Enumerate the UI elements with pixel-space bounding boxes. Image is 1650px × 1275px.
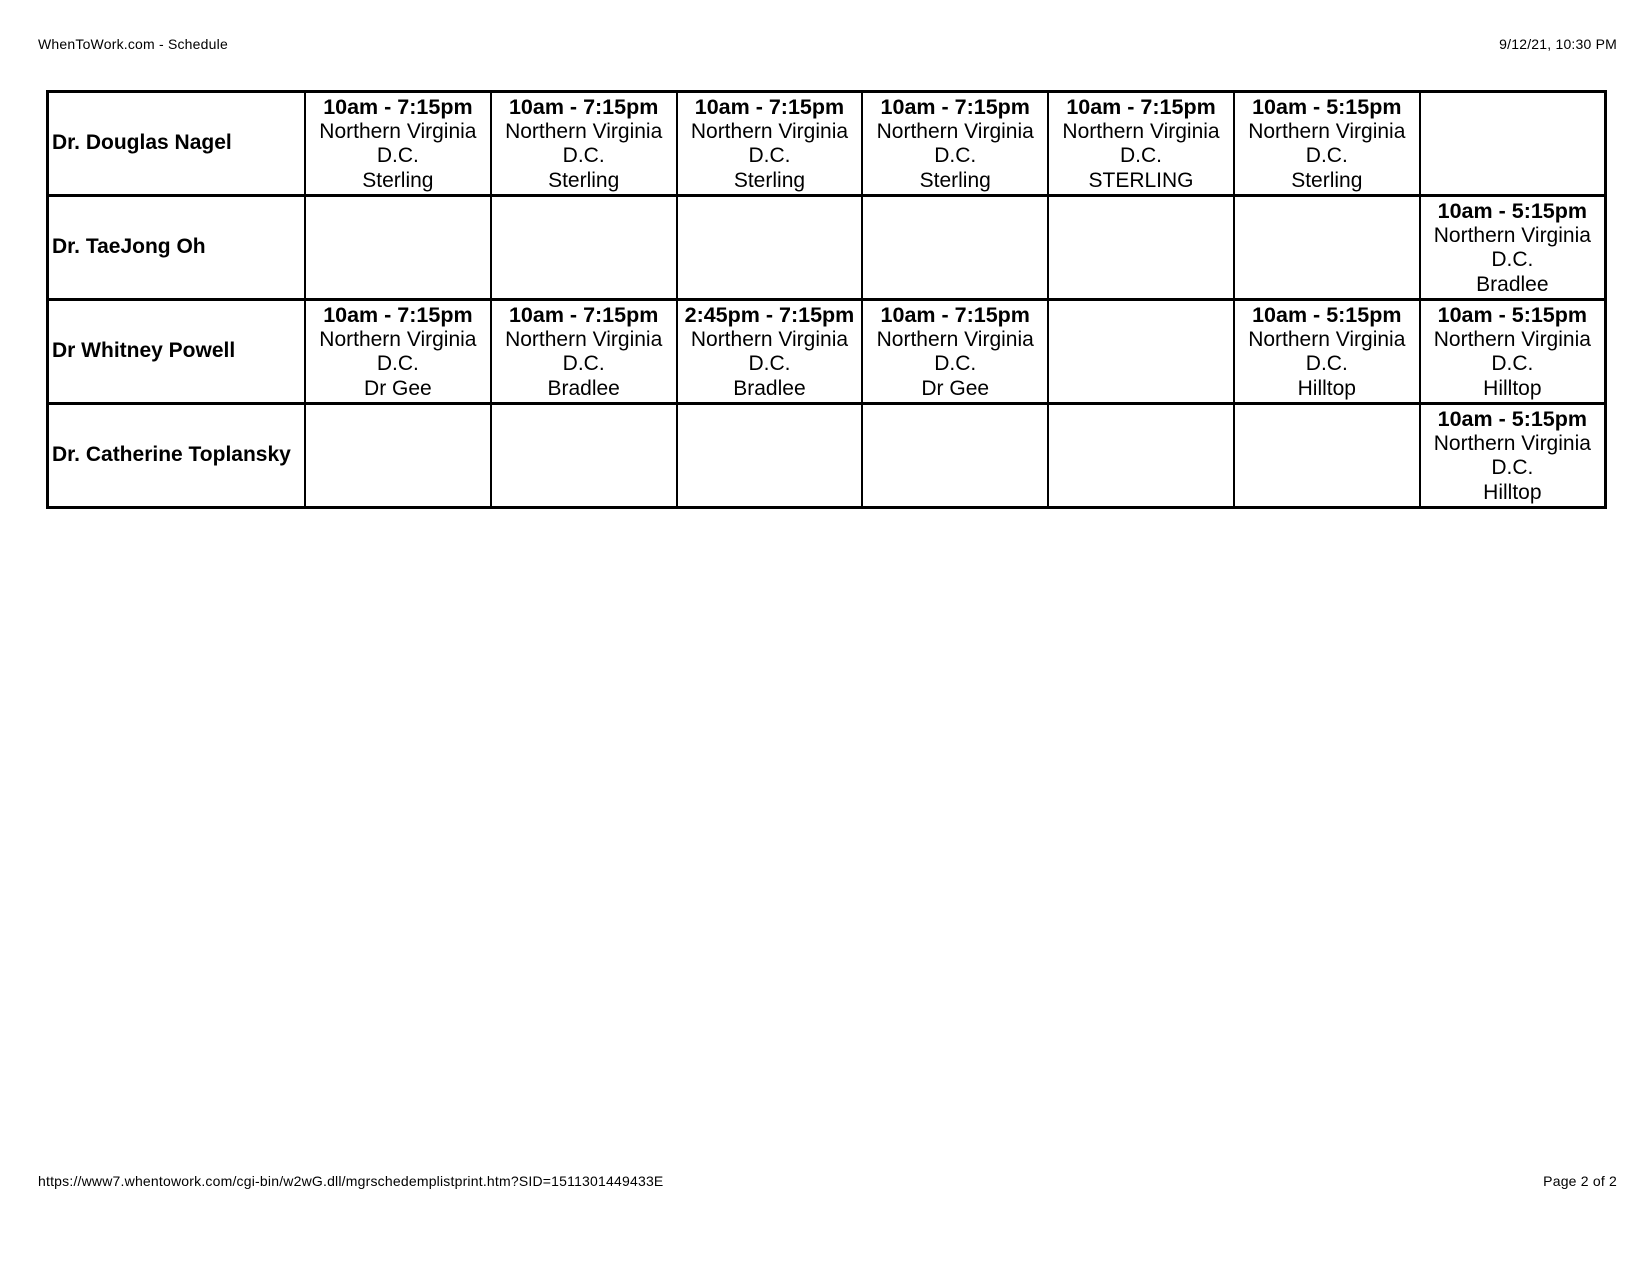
shift-cell — [1420, 404, 1606, 508]
shift-location: Bradlee — [547, 376, 620, 400]
shift-cell — [491, 300, 677, 404]
employee-name: Dr Whitney Powell — [48, 300, 306, 404]
empty-shift-cell — [1048, 404, 1234, 508]
empty-shift-cell — [491, 404, 677, 508]
shift-cell — [677, 92, 863, 196]
shift-region: Northern Virginia — [505, 327, 663, 351]
employee-row — [48, 92, 1606, 196]
shift-region: Northern Virginia — [1433, 223, 1591, 247]
print-footer-url: https://www7.whentowork.com/cgi-bin/w2wG.dll/mgrschedemplistprint.htm?SID=1511301449433E — [38, 1173, 664, 1189]
empty-shift-cell — [1420, 92, 1606, 196]
shift-time: 10am - 7:15pm — [694, 95, 845, 119]
shift-area: D.C. — [1305, 144, 1348, 167]
shift-location: Bradlee — [1476, 272, 1549, 296]
shift-location: Dr Gee — [921, 376, 990, 400]
shift-cell — [1048, 92, 1234, 196]
shift-cell — [305, 300, 491, 404]
shift-cell — [1420, 300, 1606, 404]
shift-cell — [862, 92, 1048, 196]
employee-row — [48, 404, 1606, 508]
shift-cell — [1234, 300, 1420, 404]
shift-area: D.C. — [934, 352, 977, 375]
print-header-title: WhenToWork.com - Schedule — [38, 36, 228, 52]
shift-cell — [677, 300, 863, 404]
shift-area: D.C. — [1491, 352, 1534, 375]
shift-region: Northern Virginia — [876, 119, 1034, 143]
shift-location: Hilltop — [1483, 480, 1542, 504]
shift-time: 10am - 7:15pm — [1066, 95, 1216, 119]
shift-location: STERLING — [1088, 168, 1194, 192]
shift-area: D.C. — [1491, 456, 1534, 479]
shift-area: D.C. — [376, 144, 419, 167]
employee-name: Dr. Catherine Toplansky — [48, 404, 306, 508]
empty-shift-cell — [305, 196, 491, 300]
shift-time: 10am - 7:15pm — [880, 95, 1030, 119]
shift-location: Dr Gee — [364, 376, 432, 400]
empty-shift-cell — [1234, 196, 1420, 300]
schedule-body — [48, 92, 1606, 508]
shift-time: 10am - 5:15pm — [1252, 303, 1402, 327]
empty-shift-cell — [862, 404, 1048, 508]
shift-area: D.C. — [1491, 248, 1534, 271]
shift-region: Northern Virginia — [1062, 119, 1220, 143]
shift-cell — [862, 300, 1048, 404]
shift-location: Sterling — [1291, 168, 1363, 192]
print-footer-page: Page 2 of 2 — [1543, 1173, 1617, 1189]
shift-time: 10am - 5:15pm — [1252, 95, 1402, 119]
shift-location: Sterling — [548, 168, 620, 192]
empty-shift-cell — [862, 196, 1048, 300]
shift-cell — [305, 92, 491, 196]
shift-location: Bradlee — [733, 376, 806, 400]
shift-time: 10am - 7:15pm — [508, 95, 659, 119]
shift-area: D.C. — [748, 144, 791, 167]
empty-shift-cell — [491, 196, 677, 300]
shift-area: D.C. — [748, 352, 791, 375]
shift-time: 10am - 5:15pm — [1437, 199, 1588, 223]
shift-area: D.C. — [934, 144, 977, 167]
empty-shift-cell — [677, 196, 863, 300]
shift-cell — [1420, 196, 1606, 300]
shift-time: 2:45pm - 7:15pm — [684, 303, 855, 327]
shift-location: Sterling — [733, 168, 806, 192]
shift-area: D.C. — [1120, 144, 1163, 167]
empty-shift-cell — [305, 404, 491, 508]
shift-time: 10am - 5:15pm — [1437, 407, 1588, 431]
shift-region: Northern Virginia — [319, 119, 477, 143]
print-header-datetime: 9/12/21, 10:30 PM — [1499, 36, 1617, 52]
shift-time: 10am - 7:15pm — [323, 303, 473, 327]
shift-area: D.C. — [562, 352, 605, 375]
shift-region: Northern Virginia — [1433, 431, 1591, 455]
shift-time: 10am - 5:15pm — [1437, 303, 1588, 327]
shift-region: Northern Virginia — [1248, 119, 1406, 143]
shift-area: D.C. — [376, 352, 419, 375]
employee-row — [48, 300, 1606, 404]
shift-region: Northern Virginia — [690, 119, 849, 143]
employee-name: Dr. Douglas Nagel — [48, 92, 306, 196]
empty-shift-cell — [1234, 404, 1420, 508]
shift-region: Northern Virginia — [1433, 327, 1591, 351]
shift-area: D.C. — [562, 144, 605, 167]
empty-shift-cell — [1048, 300, 1234, 404]
employee-row — [48, 196, 1606, 300]
employee-name: Dr. TaeJong Oh — [48, 196, 306, 300]
shift-area: D.C. — [1305, 352, 1348, 375]
shift-cell — [1234, 92, 1420, 196]
shift-region: Northern Virginia — [505, 119, 663, 143]
shift-time: 10am - 7:15pm — [880, 303, 1030, 327]
shift-location: Hilltop — [1297, 376, 1356, 400]
shift-location: Sterling — [362, 168, 434, 192]
shift-time: 10am - 7:15pm — [323, 95, 473, 119]
shift-region: Northern Virginia — [319, 327, 477, 351]
shift-region: Northern Virginia — [690, 327, 849, 351]
empty-shift-cell — [1048, 196, 1234, 300]
schedule-table — [46, 90, 1607, 509]
shift-location: Hilltop — [1483, 376, 1542, 400]
shift-time: 10am - 7:15pm — [508, 303, 659, 327]
shift-region: Northern Virginia — [1248, 327, 1406, 351]
shift-cell — [491, 92, 677, 196]
shift-region: Northern Virginia — [876, 327, 1034, 351]
shift-location: Sterling — [919, 168, 991, 192]
empty-shift-cell — [677, 404, 863, 508]
